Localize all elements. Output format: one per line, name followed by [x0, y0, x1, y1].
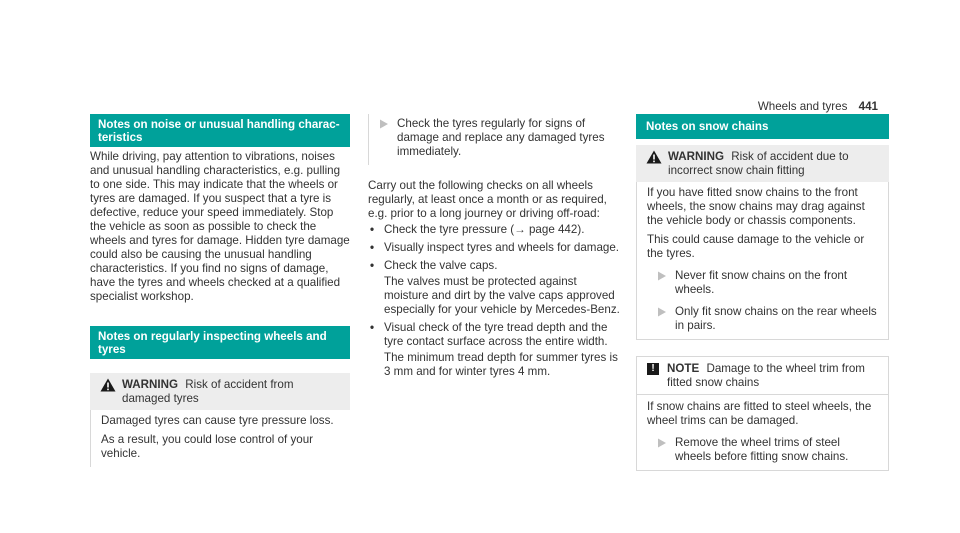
note-body [636, 394, 889, 471]
step-arrow-icon [655, 269, 669, 281]
heading-snow-chains: Notes on snow chains [636, 114, 889, 139]
warning-text: Risk of accident due to incorrect snow chain fitting [668, 150, 849, 177]
page-number: 441 [858, 100, 878, 113]
step-check-tyres [369, 117, 620, 159]
warning-body-1: Damaged tyres can cause tyre pressure loss. [101, 414, 334, 427]
list-item-text: Check the tyre pressure (→ page 442). [384, 223, 585, 236]
warning-body [90, 410, 350, 467]
warning-label: WARNING [122, 378, 179, 391]
heading-noise-handling: Notes on noise or unusual handling charac- teristics [90, 114, 350, 147]
list-item-subtext: The valves must be protected against moisture and dirt by the valve caps approved especially for your vehicle by Mercedes-Benz. [384, 275, 620, 316]
step-rear-wheels [647, 305, 878, 333]
section-title: Wheels and tyres [757, 100, 848, 113]
bullet-icon: • [370, 241, 375, 254]
heading-inspecting-wheels: Notes on regularly inspecting wheels and tyres [90, 326, 350, 359]
list-item [368, 223, 620, 239]
note-body-text: If snow chains are fitted to steel wheels, the wheel trims can be damaged. [647, 400, 872, 427]
step-front-wheels [647, 269, 878, 297]
warning-triangle-icon [100, 378, 116, 392]
list-item-text: Visual check of the tyre tread depth and the tyre contact surface across the entire width. [384, 321, 608, 348]
step-remove-trims [647, 436, 878, 464]
warning-text: Risk of accident from damaged tyres [122, 378, 294, 405]
page-header [758, 100, 878, 114]
warning-box-snow-chains [636, 145, 889, 340]
list-item [368, 321, 620, 381]
step-arrow-icon [655, 436, 669, 448]
warning-bar [90, 373, 350, 410]
list-item-text: Visually inspect tyres and wheels for damage. [384, 241, 620, 254]
note-text: Damage to the wheel trim from fitted snow chains [667, 362, 865, 389]
paragraph-checks: Carry out the following checks on all wheels regularly, at least once a month or as required, e.g. prior to a long journey or driving off-road: [368, 179, 607, 220]
step-arrow-icon [655, 305, 669, 317]
step-text: Only fit snow chains on the rear wheels in pairs. [675, 305, 877, 332]
warning-body-2: As a result, you could lose control of your vehicle. [101, 433, 314, 460]
list-item [368, 259, 620, 319]
column-1 [90, 114, 350, 467]
bullet-icon: • [370, 223, 375, 236]
warning-bar [636, 145, 889, 182]
step-text: Never fit snow chains on the front wheels. [675, 269, 848, 296]
list-item-text: Check the valve caps. [384, 259, 498, 272]
list-item [368, 241, 620, 257]
step-text: Check the tyres regularly for signs of damage and replace any damaged tyres immediately. [397, 117, 605, 158]
list-item-subtext: The minimum tread depth for summer tyres is 3 mm and for winter tyres 4 mm. [384, 351, 618, 378]
step-arrow-icon [377, 117, 391, 129]
bullet-icon: • [370, 321, 375, 334]
step-container [368, 114, 620, 165]
warning-box-damaged-tyres [90, 373, 350, 467]
warning-label: WARNING [668, 150, 725, 163]
note-box-wheel-trim [636, 356, 889, 471]
exclamation-icon: ! [647, 363, 659, 375]
step-text: Remove the wheel trims of steel wheels before fitting snow chains. [675, 436, 849, 463]
column-3 [636, 114, 889, 471]
warning-body [636, 182, 889, 340]
bullet-icon: • [370, 259, 375, 272]
note-label: NOTE [667, 362, 700, 375]
note-bar [636, 356, 889, 394]
warning-body-2: This could cause damage to the vehicle or the tyres. [647, 233, 865, 260]
paragraph-noise-handling: While driving, pay attention to vibrations, noises and unusual handling characteristics, e.g. pulling to one side. This may indicate that the wheels or tyres are damaged. If you suspect that a tyre is defective, reduce your speed immediately. Stop the vehicle as soon as possible to check the wheels and tyres for damage. Hidden tyre damage could also be causing the unusual handling characteristics. If you find no signs of damage, have the tyres and wheels checked at a qualified specialist workshop. [90, 150, 350, 303]
column-2 [368, 114, 620, 381]
warning-body-1: If you have fitted snow chains to the front wheels, the snow chains may drag against the vehicle body or chassis components. [647, 186, 865, 227]
warning-triangle-icon [646, 150, 662, 164]
